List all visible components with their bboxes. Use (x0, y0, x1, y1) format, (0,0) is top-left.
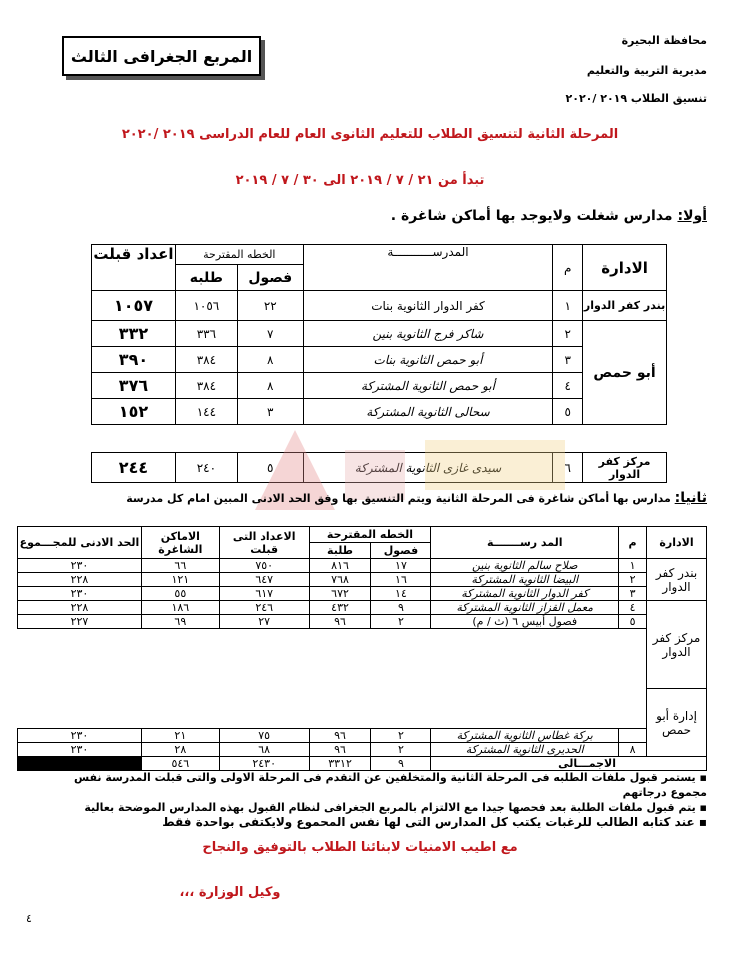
school-name: معمل القزاز الثانوية المشتركة (431, 601, 619, 615)
table-vacant-schools (17, 526, 707, 771)
school-name: سيدى غازى الثانوية المشتركة (303, 453, 552, 483)
col-accepted: اعداد قبلت (92, 245, 176, 291)
classes-value: ١٤ (371, 587, 431, 601)
accepted-value: ٧٥٠ (219, 559, 309, 573)
total-vacant: ٥٤٦ (141, 757, 219, 771)
section2-text: مدارس بها أماكن شاغرة فى المرحلة الثانية ويتم التنسيق بها وفق الحد الادنى المبين امام كل مدرسة (126, 492, 675, 505)
governorate-label: محافظة البحيرة (621, 34, 707, 47)
admin-cell: إدارة أبو حمص (647, 689, 707, 757)
note-text: يستمر قبول ملفات الطلبه فى المرحلة الثانية والمتخلفين عن التقدم فى المرحلة الاولى والتى قبلت المدرسة نفس مجموع درجاتهم (73, 771, 707, 799)
row-number: ١ (619, 559, 647, 573)
admin-cell: بندر كفر الدوار (583, 291, 667, 321)
classes-value: ١٧ (371, 559, 431, 573)
classes-value: ٧ (237, 321, 303, 347)
classes-value: ٨ (237, 347, 303, 373)
col-students: طلبه (175, 265, 237, 291)
school-name: أبو حمص الثانوية بنات (303, 347, 552, 373)
school-name: الحديرى الثانوية المشتركة (431, 743, 619, 757)
school-name: أبو حمص الثانوية المشتركة (303, 373, 552, 399)
total-accepted: ٢٤٣٠ (219, 757, 309, 771)
students-value: ٢٤٠ (175, 453, 237, 483)
classes-value: ١٦ (371, 573, 431, 587)
school-name: شاكر فرج الثانوية بنين (303, 321, 552, 347)
students-value: ٣٣٦ (175, 321, 237, 347)
row-number: ٢ (619, 573, 647, 587)
table-row (92, 399, 667, 425)
table-row (18, 743, 707, 757)
min-value: ٢٣٠ (18, 729, 142, 743)
vacant-value: ٦٦ (141, 559, 219, 573)
col-school: المد رســـــــة (431, 527, 619, 559)
classes-value: ٩ (371, 601, 431, 615)
admin-cell: أبو حمص (583, 321, 667, 425)
admin-cell: بندر كفر الدوار (647, 559, 707, 601)
row-number: ٣ (553, 347, 583, 373)
school-name: كفر الدوار الثانوية المشتركة (431, 587, 619, 601)
students-value: ٣٨٤ (175, 373, 237, 399)
classes-value: ٢ (371, 743, 431, 757)
students-value: ٨١٦ (309, 559, 371, 573)
row-number: ١ (553, 291, 583, 321)
total-row (18, 757, 707, 771)
col-admin: الادارة (647, 527, 707, 559)
accepted-value: ٣٣٢ (92, 321, 176, 347)
page-title: المرحلة الثانية لتنسيق الطلاب للتعليم الثانوى العام للعام الدراسى ٢٠١٩ /٢٠٢٠ (121, 127, 619, 142)
accepted-value: ٢٧ (219, 615, 309, 629)
school-name: كفر الدوار الثانوية بنات (303, 291, 552, 321)
section1-text: مدارس شغلت ولايوجد بها أماكن شاغرة . (390, 208, 678, 224)
school-name: صلاح سالم الثانوية بنين (431, 559, 619, 573)
coordination-label: تنسيق الطلاب ٢٠١٩ /٢٠٢٠ (565, 92, 707, 105)
total-label: الاجمـــالى (431, 757, 707, 771)
row-number: ٢ (553, 321, 583, 347)
admin-cell: مركز كفر الدوار (583, 453, 667, 483)
accepted-value: ٦٨ (219, 743, 309, 757)
row-number: ٥ (619, 615, 647, 629)
students-value: ٧٦٨ (309, 573, 371, 587)
vacant-value: ٦٩ (141, 615, 219, 629)
students-value: ٩٦ (309, 615, 371, 629)
students-value: ٤٣٢ (309, 601, 371, 615)
accepted-value: ٢٤٤ (92, 453, 176, 483)
col-m: م (553, 245, 583, 291)
classes-value: ٢ (371, 615, 431, 629)
row-number (619, 729, 647, 743)
closing-text: مع اطيب الامنيات لابنائنا الطلاب بالتوفيق والنجاح (202, 840, 518, 855)
accepted-value: ٢٤٦ (219, 601, 309, 615)
col-min: الحد الادنى للمجـــموع (18, 527, 142, 559)
accepted-value: ٦٤٧ (219, 573, 309, 587)
col-classes: فصول (237, 265, 303, 291)
school-name: البيضا الثانوية المشتركة (431, 573, 619, 587)
students-value: ١٠٥٦ (175, 291, 237, 321)
row-number: ٦ (553, 453, 583, 483)
col-accepted: الاعداد التى قبلت (219, 527, 309, 559)
classes-value: ٢ (371, 729, 431, 743)
col-school: المدرســـــــــــة (303, 245, 552, 291)
min-value: ٢٢٧ (18, 615, 142, 629)
row-number: ٣ (619, 587, 647, 601)
min-value: ٢٣٠ (18, 559, 142, 573)
note-item: ▪ عند كتابه الطالب للرغبات يكتب كل المدارس التى لها نفس المحموع ولايكتفى بواحدة فقط (162, 815, 707, 829)
table-row (92, 453, 667, 483)
classes-value: ٨ (237, 373, 303, 399)
table-row (18, 559, 707, 573)
note-text: يتم قبول ملفات الطلبة بعد فحصها جيدا مع الالتزام بالمربع الجغرافى لنظام القبول بهذه المدارس الموضحة بعالية (84, 801, 696, 814)
accepted-value: ١٠٥٧ (92, 291, 176, 321)
table-row (92, 347, 667, 373)
note-item: ▪ يتم قبول ملفات الطلبة بعد فحصها جيدا مع الالتزام بالمربع الجغرافى لنظام القبول بهذه المدارس الموضحة بعالية (84, 801, 707, 814)
notes-list (47, 770, 707, 830)
classes-value: ٥ (237, 453, 303, 483)
date-range: تبدأ من ٢١ / ٧ / ٢٠١٩ الى ٣٠ / ٧ / ٢٠١٩ (235, 173, 485, 188)
section1-label: أولا: (677, 208, 707, 224)
accepted-value: ٣٧٦ (92, 373, 176, 399)
col-admin: الادارة (583, 245, 667, 291)
table-filled-schools (91, 244, 667, 483)
section2-heading (107, 490, 707, 506)
table-row (92, 291, 667, 321)
accepted-value: ٣٩٠ (92, 347, 176, 373)
table-row (18, 587, 707, 601)
table-row (18, 729, 707, 743)
page-number: ٤ (26, 912, 32, 925)
col-classes: فصول (371, 543, 431, 559)
accepted-value: ٦١٧ (219, 587, 309, 601)
col-m: م (619, 527, 647, 559)
directorate-label: مديرية التربية والتعليم (586, 64, 707, 77)
col-plan: الخطه المقترحة (309, 527, 431, 543)
accepted-value: ١٥٢ (92, 399, 176, 425)
table-row (92, 373, 667, 399)
boxed-title: المربع الجغرافى الثالث (62, 36, 261, 76)
classes-value: ٣ (237, 399, 303, 425)
total-students: ٣٣١٢ (309, 757, 371, 771)
col-vacant: الاماكن الشاغرة (141, 527, 219, 559)
row-number: ٤ (553, 373, 583, 399)
total-classes: ٩ (371, 757, 431, 771)
section2-label: ثانيا: (674, 490, 707, 506)
row-number: ٤ (619, 601, 647, 615)
vacant-value: ٢١ (141, 729, 219, 743)
signature: وكيل الوزارة ،،، (179, 885, 281, 900)
note-item: ▪ يستمر قبول ملفات الطلبه فى المرحلة الثانية والمتخلفين عن التقدم فى المرحلة الاولى والتى قبلت المدرسة نفس مجموع درجاتهم (73, 771, 707, 799)
vacant-value: ١٨٦ (141, 601, 219, 615)
section1-heading (391, 208, 707, 224)
note-text: عند كتابه الطالب للرغبات يكتب كل المدارس التى لها نفس المحموع ولايكتفى بواحدة فقط (162, 815, 695, 829)
classes-value: ٢٢ (237, 291, 303, 321)
col-students: طلبة (309, 543, 371, 559)
vacant-value: ٥٥ (141, 587, 219, 601)
table-row (18, 615, 707, 629)
students-value: ٩٦ (309, 743, 371, 757)
students-value: ٩٦ (309, 729, 371, 743)
min-value: ٢٢٨ (18, 573, 142, 587)
vacant-value: ٢٨ (141, 743, 219, 757)
students-value: ٣٨٤ (175, 347, 237, 373)
school-name: سحالى الثانوية المشتركة (303, 399, 552, 425)
table-row (92, 321, 667, 347)
students-value: ٦٧٢ (309, 587, 371, 601)
min-value: ٢٣٠ (18, 743, 142, 757)
table-row (18, 601, 707, 615)
row-number: ٨ (619, 743, 647, 757)
school-name: بركة غطاس الثانوية المشتركة (431, 729, 619, 743)
school-name: فصول أبيس ٦ (ث / م) (431, 615, 619, 629)
accepted-value: ٧٥ (219, 729, 309, 743)
students-value: ١٤٤ (175, 399, 237, 425)
col-plan: الخطه المقترحة (175, 245, 303, 265)
total-min-blackout (18, 757, 142, 771)
admin-cell: مركز كفر الدوار (647, 601, 707, 689)
min-value: ٢٢٨ (18, 601, 142, 615)
row-number: ٥ (553, 399, 583, 425)
table-row (18, 573, 707, 587)
vacant-value: ١٢١ (141, 573, 219, 587)
min-value: ٢٣٠ (18, 587, 142, 601)
